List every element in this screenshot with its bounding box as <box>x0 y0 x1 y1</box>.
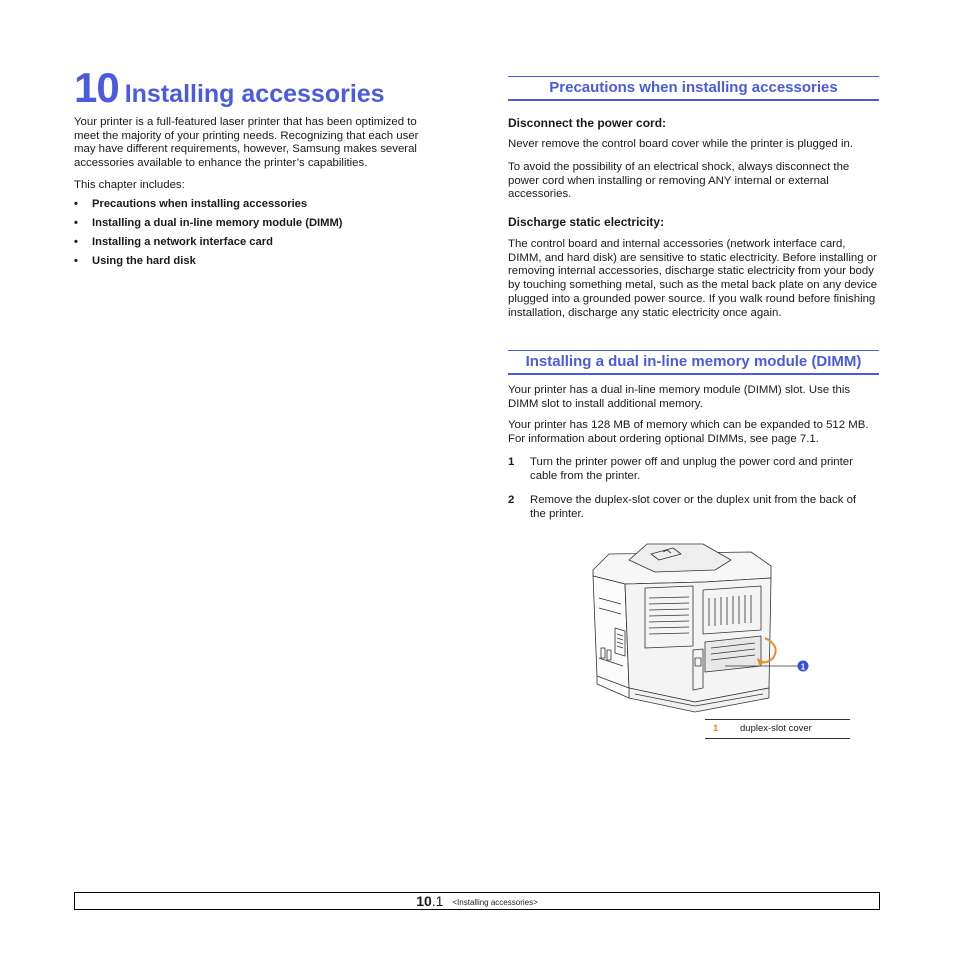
bullet-icon: • <box>74 198 78 210</box>
chapter-title <box>74 64 385 112</box>
dimm-heading: Installing a dual in-line memory module (DIMM) <box>508 350 879 375</box>
list-item[interactable] <box>74 255 343 274</box>
list-item[interactable] <box>74 217 343 236</box>
chapter-name: Installing accessories <box>124 80 385 108</box>
precautions-heading: Precautions when installing accessories <box>508 76 879 101</box>
list-item[interactable] <box>74 198 343 217</box>
list-item-label: Precautions when installing accessories <box>92 198 308 210</box>
list-item[interactable] <box>74 236 343 255</box>
figure-legend <box>705 719 850 739</box>
power-subheading: Disconnect the power cord: <box>508 116 667 130</box>
page-number-major: 10 <box>416 893 432 909</box>
list-item-label: Installing a network interface card <box>92 236 273 248</box>
step-number: 1 <box>508 456 515 468</box>
includes-label: This chapter includes: <box>74 179 185 191</box>
step-2 <box>508 494 880 524</box>
legend-number: 1 <box>713 723 719 734</box>
step-text: Turn the printer power off and unplug the power cord and printer cable from the printer. <box>530 456 853 482</box>
static-paragraph: The control board and internal accessories (network interface card, DIMM, and hard disk) are sensitive to static electricity. Before installing or removing internal accessories, discharge static electricity from your body by touching something metal, such as the metal back plate on any device plugged into a grounded power source. If you walk round before finishing installation, discharge any static electricity once again. <box>508 238 878 319</box>
callout-number: 1 <box>800 662 806 672</box>
static-subheading: Discharge static electricity: <box>508 215 665 229</box>
page-footer <box>74 892 880 910</box>
step-1 <box>508 456 880 486</box>
dimm-paragraph-1: Your printer has a dual in-line memory module (DIMM) slot. Use this DIMM slot to install additional memory. <box>508 384 851 410</box>
power-paragraph-1: Never remove the control board cover while the printer is plugged in. <box>508 138 854 150</box>
bullet-icon: • <box>74 236 78 248</box>
step-text: Remove the duplex-slot cover or the duplex unit from the back of the printer. <box>530 494 857 520</box>
bullet-icon: • <box>74 255 78 267</box>
chapter-contents-list <box>74 198 343 274</box>
dimm-paragraph-2: Your printer has 128 MB of memory which can be expanded to 512 MB. For information about ordering optional DIMMs, see page 7.1. <box>508 419 869 445</box>
page-number-minor: .1 <box>431 893 444 909</box>
footer-label: <Installing accessories> <box>452 898 538 907</box>
bullet-icon: • <box>74 217 78 229</box>
step-number: 2 <box>508 494 515 506</box>
chapter-number: 10 <box>74 64 119 111</box>
list-item-label: Using the hard disk <box>92 255 196 267</box>
chapter-intro: Your printer is a full-featured laser printer that has been optimized to meet the majority of your printing needs. Recognizing that each user may have different requirements, however, Samsung makes several accessories available to enhance the printer’s capabilities. <box>74 116 419 169</box>
list-item-label: Installing a dual in-line memory module (DIMM) <box>92 217 343 229</box>
printer-illustration <box>585 538 817 718</box>
power-paragraph-2: To avoid the possibility of an electrical shock, always disconnect the power cord when installing or removing ANY internal or external accessories. <box>508 161 850 201</box>
legend-text: duplex-slot cover <box>740 723 812 734</box>
